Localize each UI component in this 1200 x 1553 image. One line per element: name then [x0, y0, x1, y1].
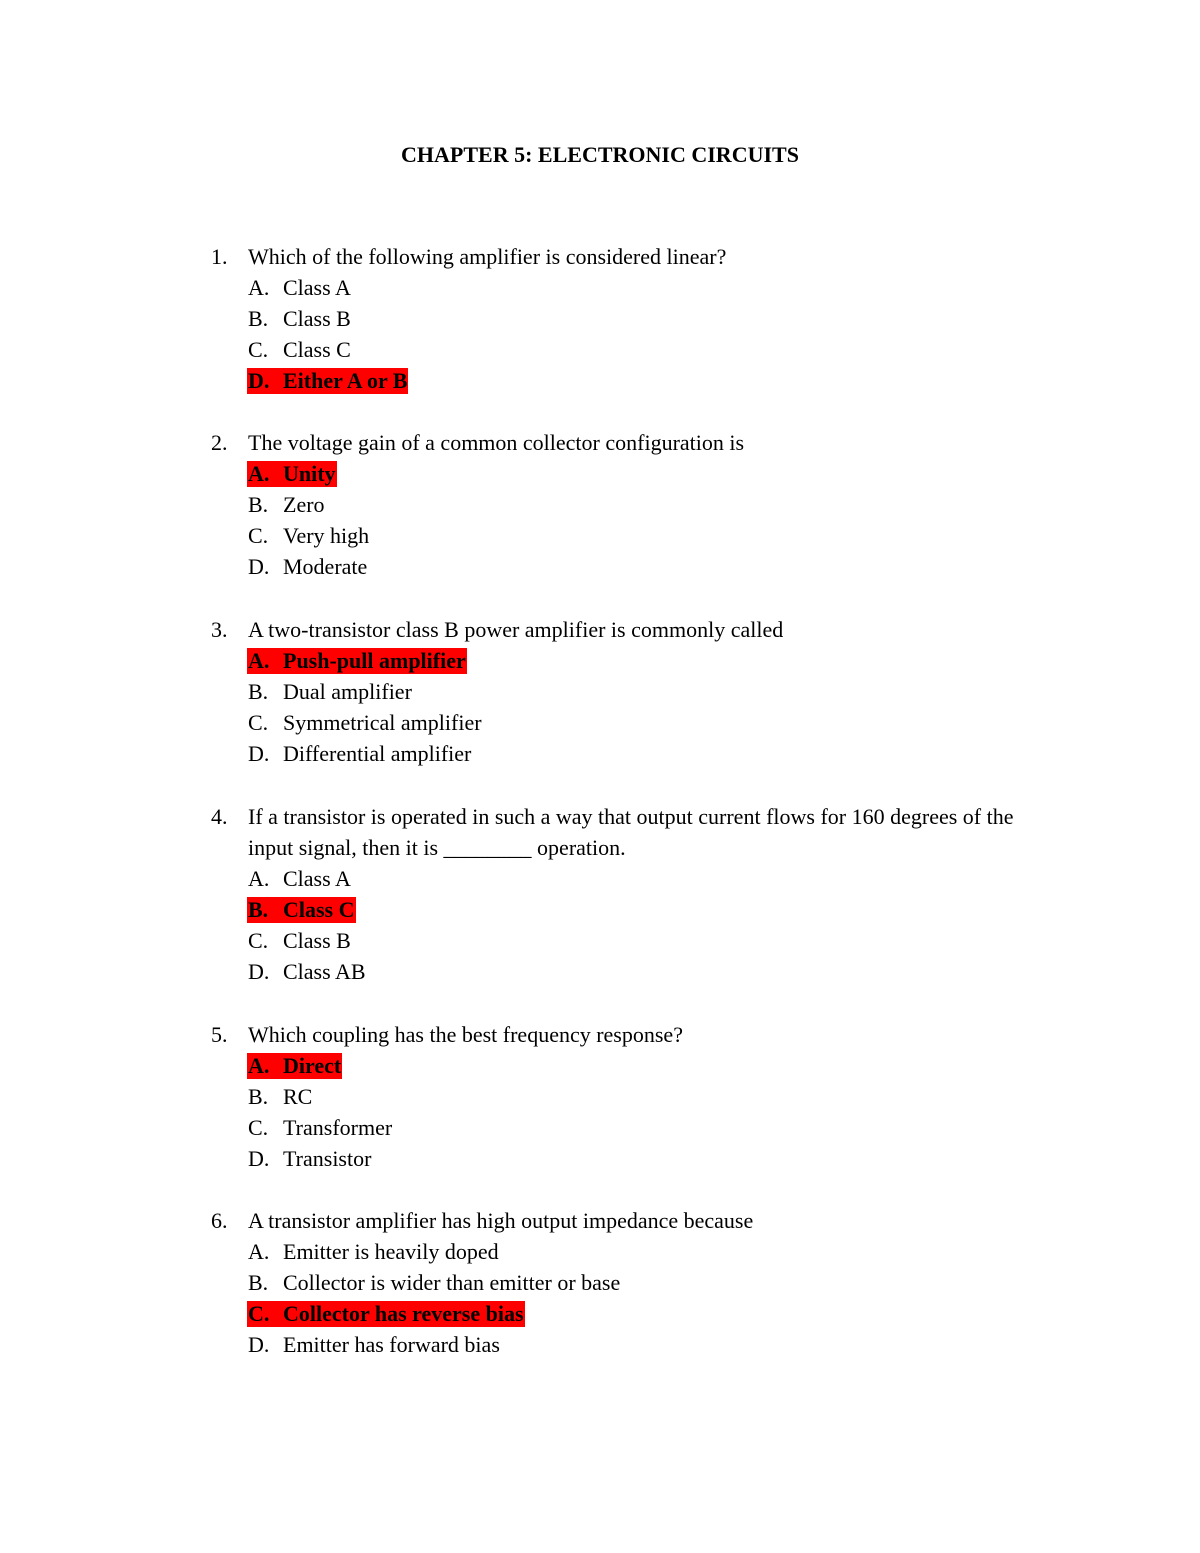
- option-list: [247, 645, 483, 769]
- option-text: RC: [283, 1084, 313, 1109]
- answer-option-correct: [247, 645, 483, 676]
- answer-option: [247, 334, 408, 365]
- option-body: [247, 1239, 500, 1265]
- option-letter: C.: [248, 523, 269, 548]
- option-body: [247, 679, 413, 705]
- option-letter: B.: [248, 1270, 269, 1295]
- option-text: Direct: [283, 1053, 342, 1078]
- question-number: 2.: [211, 430, 228, 455]
- option-body: [247, 1270, 621, 1296]
- question-stem: [211, 801, 1041, 863]
- option-letter: D.: [248, 368, 270, 393]
- question-number: 3.: [211, 617, 228, 642]
- option-text: Transistor: [283, 1146, 372, 1171]
- answer-option-correct: [247, 1050, 393, 1081]
- answer-option: [247, 272, 408, 303]
- option-text: Class B: [283, 306, 351, 331]
- correct-answer-highlight: [247, 648, 467, 674]
- correct-answer-highlight: [247, 1301, 525, 1327]
- option-list: [247, 863, 367, 987]
- option-letter: D.: [248, 554, 270, 579]
- question-stem: [211, 1205, 1041, 1236]
- option-text: Push-pull amplifier: [283, 648, 466, 673]
- option-text: Collector is wider than emitter or base: [283, 1270, 621, 1295]
- question-text: The voltage gain of a common collector configuration is: [248, 430, 745, 455]
- option-text: Symmetrical amplifier: [283, 710, 482, 735]
- option-text: Class C: [283, 897, 355, 922]
- question-text: Which of the following amplifier is considered linear?: [248, 244, 727, 269]
- answer-option: [247, 1143, 393, 1174]
- option-body: [247, 710, 483, 736]
- option-body: [247, 1115, 393, 1141]
- question-number: 5.: [211, 1022, 228, 1047]
- answer-option: [247, 303, 408, 334]
- option-letter: C.: [248, 928, 269, 953]
- option-list: [247, 458, 370, 582]
- option-body: [247, 1146, 372, 1172]
- answer-option: [247, 925, 367, 956]
- option-letter: D.: [248, 1146, 270, 1171]
- option-body: [247, 741, 472, 767]
- option-text: Emitter is heavily doped: [283, 1239, 499, 1264]
- page-title: CHAPTER 5: ELECTRONIC CIRCUITS: [401, 142, 799, 167]
- answer-option-correct: [247, 894, 367, 925]
- option-list: [247, 272, 408, 396]
- answer-option: [247, 676, 483, 707]
- option-text: Transformer: [283, 1115, 393, 1140]
- answer-option: [247, 738, 483, 769]
- option-body: [247, 523, 370, 549]
- correct-answer-highlight: [247, 461, 337, 487]
- option-letter: A.: [248, 866, 270, 891]
- option-body: [247, 492, 326, 518]
- option-text: Moderate: [283, 554, 368, 579]
- option-text: Very high: [283, 523, 370, 548]
- option-body: [247, 1084, 313, 1110]
- answer-option: [247, 520, 370, 551]
- option-letter: A.: [248, 461, 270, 486]
- option-letter: B.: [248, 492, 269, 517]
- question-number: 4.: [211, 804, 228, 829]
- answer-option: [247, 489, 370, 520]
- answer-option-correct: [247, 458, 370, 489]
- correct-answer-highlight: [247, 1053, 342, 1079]
- option-letter: C.: [248, 710, 269, 735]
- option-letter: B.: [248, 1084, 269, 1109]
- option-text: Differential amplifier: [283, 741, 472, 766]
- option-body: [247, 866, 352, 892]
- option-body: [247, 306, 352, 332]
- option-letter: C.: [248, 337, 269, 362]
- answer-option: [247, 707, 483, 738]
- option-body: [247, 275, 352, 301]
- option-letter: A.: [248, 275, 270, 300]
- option-letter: A.: [248, 1053, 270, 1078]
- question-text: Which coupling has the best frequency response?: [248, 1022, 683, 1047]
- option-body: [247, 1332, 501, 1358]
- option-letter: D.: [248, 1332, 270, 1357]
- option-body: [247, 959, 367, 985]
- option-text: Dual amplifier: [283, 679, 412, 704]
- option-body: [247, 554, 368, 580]
- option-text: Class C: [283, 337, 351, 362]
- option-letter: D.: [248, 741, 270, 766]
- option-letter: D.: [248, 959, 270, 984]
- option-text: Collector has reverse bias: [283, 1301, 524, 1326]
- answer-option-correct: [247, 365, 408, 396]
- question-text: A transistor amplifier has high output impedance because: [248, 1208, 754, 1233]
- answer-option: [247, 1112, 393, 1143]
- option-text: Class B: [283, 928, 351, 953]
- question-number: 1.: [211, 244, 228, 269]
- question-text: If a transistor is operated in such a way that output current flows for 160 degrees of the input signal, then it is ________ operation.: [248, 804, 1014, 860]
- option-text: Class A: [283, 275, 351, 300]
- option-letter: C.: [248, 1115, 269, 1140]
- option-text: Zero: [283, 492, 325, 517]
- answer-option-correct: [247, 1298, 621, 1329]
- option-letter: A.: [248, 648, 270, 673]
- option-list: [247, 1050, 393, 1174]
- answer-option: [247, 1081, 393, 1112]
- answer-option: [247, 551, 370, 582]
- answer-option: [247, 1236, 621, 1267]
- answer-option: [247, 956, 367, 987]
- option-text: Either A or B: [283, 368, 408, 393]
- option-text: Class A: [283, 866, 351, 891]
- question-stem: [211, 427, 1041, 458]
- option-list: [247, 1236, 621, 1360]
- correct-answer-highlight: [247, 897, 356, 923]
- question-stem: [211, 614, 1041, 645]
- correct-answer-highlight: [247, 368, 408, 394]
- answer-option: [247, 1267, 621, 1298]
- question-stem: [211, 1019, 1041, 1050]
- option-body: [247, 337, 352, 363]
- option-text: Emitter has forward bias: [283, 1332, 500, 1357]
- option-letter: B.: [248, 897, 269, 922]
- option-letter: C.: [248, 1301, 270, 1326]
- question-text: A two-transistor class B power amplifier is commonly called: [248, 617, 784, 642]
- answer-option: [247, 863, 367, 894]
- option-body: [247, 928, 352, 954]
- option-letter: A.: [248, 1239, 270, 1264]
- question-stem: [211, 241, 1041, 272]
- option-text: Unity: [283, 461, 336, 486]
- question-number: 6.: [211, 1208, 228, 1233]
- option-letter: B.: [248, 306, 269, 331]
- option-text: Class AB: [283, 959, 366, 984]
- answer-option: [247, 1329, 621, 1360]
- option-letter: B.: [248, 679, 269, 704]
